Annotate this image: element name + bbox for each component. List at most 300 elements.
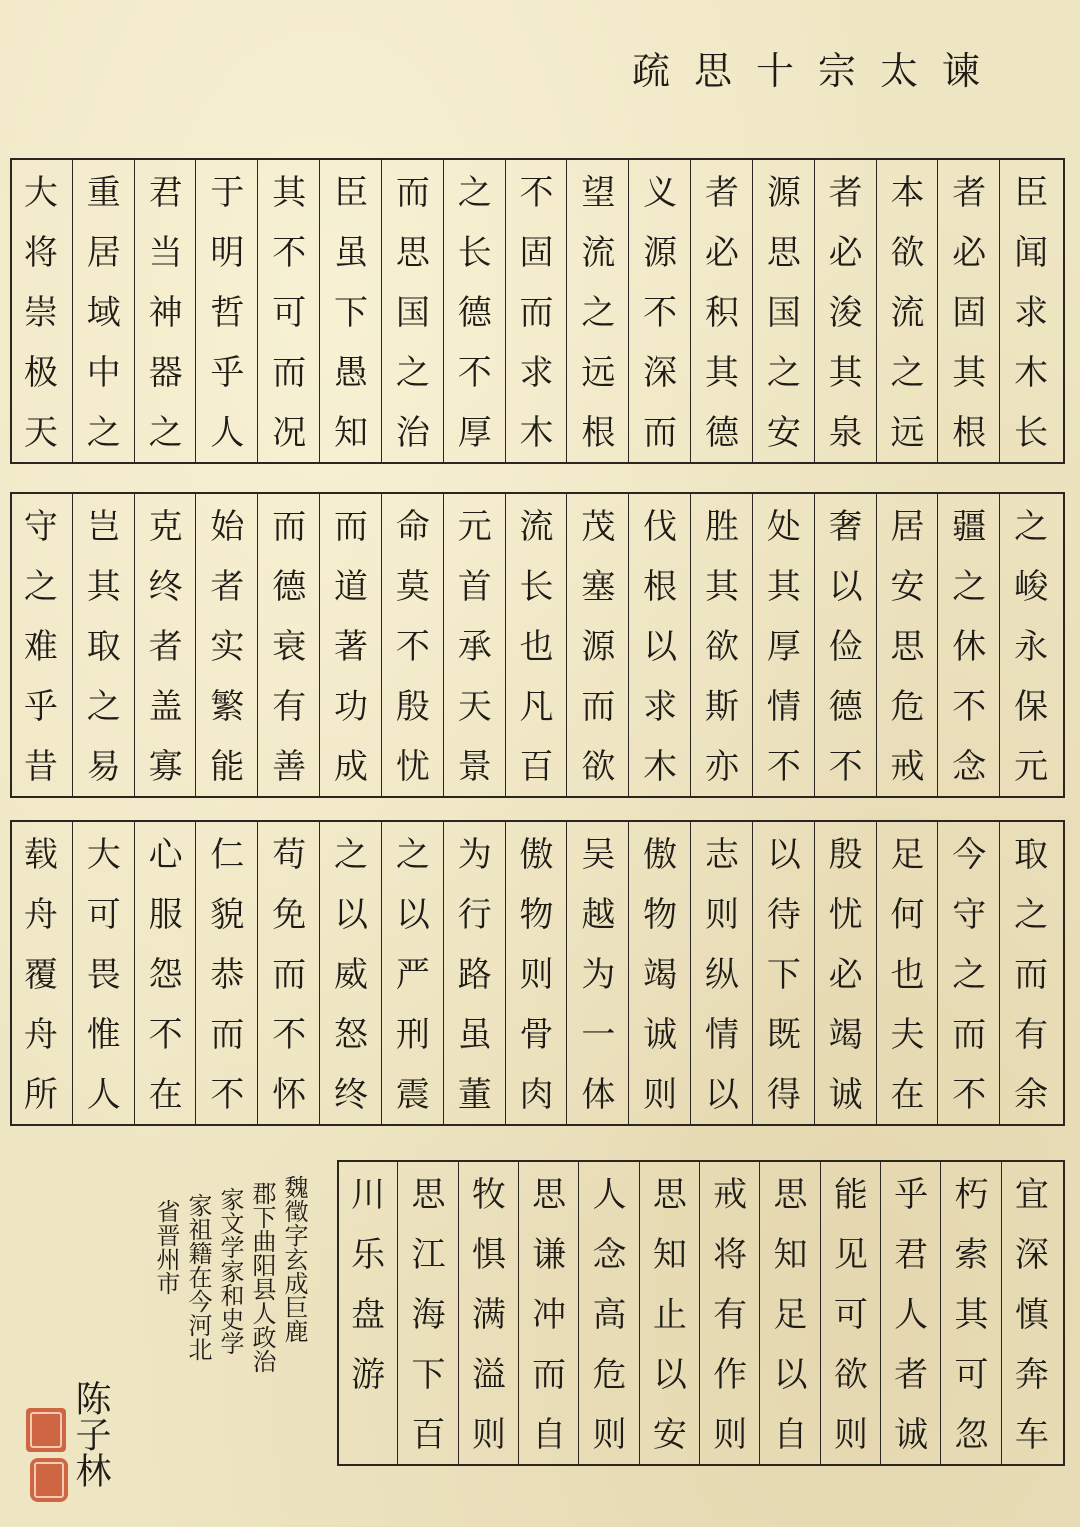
character-cell: 之: [86, 687, 121, 727]
character-cell: 况: [272, 413, 307, 453]
character-cell: 其: [952, 353, 987, 393]
character-cell: 念: [592, 1235, 627, 1275]
character-cell: 下: [334, 293, 369, 333]
character-cell: 求: [519, 353, 554, 393]
colophon-line: 家祖籍在今河北: [184, 1193, 212, 1361]
character-cell: 则: [713, 1415, 748, 1455]
character-cell: 百: [519, 747, 554, 787]
character-cell: 取: [1014, 835, 1049, 875]
character-cell: 必: [704, 233, 739, 273]
character-cell: 路: [457, 955, 492, 995]
character-cell: 免: [272, 895, 307, 935]
character-cell: 自: [532, 1415, 567, 1455]
character-cell: 怒: [334, 1015, 369, 1055]
character-cell: 之: [1014, 507, 1049, 547]
character-cell: 则: [592, 1415, 627, 1455]
character-cell: 著: [334, 627, 369, 667]
signature: 陈子林: [70, 1380, 111, 1488]
character-cell: 怨: [148, 955, 183, 995]
character-cell: 永: [1014, 627, 1049, 667]
character-cell: 功: [334, 687, 369, 727]
character-cell: 不: [148, 1015, 183, 1055]
text-column: [458, 1162, 518, 1464]
character-cell: 以: [766, 835, 801, 875]
character-cell: 流: [581, 233, 616, 273]
character-cell: 景: [457, 747, 492, 787]
character-cell: 覆: [23, 955, 58, 995]
colophon-line: 魏徵字玄成巨鹿: [280, 1175, 308, 1343]
character-cell: 深: [643, 353, 678, 393]
character-cell: 也: [519, 627, 554, 667]
character-cell: 得: [766, 1075, 801, 1115]
text-column: [578, 1162, 638, 1464]
character-cell: 人: [894, 1295, 929, 1335]
character-cell: 乎: [894, 1175, 929, 1215]
character-cell: 首: [457, 567, 492, 607]
character-cell: 将: [713, 1235, 748, 1275]
text-column: [814, 160, 876, 462]
character-cell: 其: [272, 173, 307, 213]
character-cell: 欲: [833, 1355, 868, 1395]
character-cell: 欲: [581, 747, 616, 787]
text-column: [820, 1162, 880, 1464]
character-cell: 根: [643, 567, 678, 607]
character-cell: 崇: [23, 293, 58, 333]
character-cell: 奔: [1014, 1355, 1049, 1395]
character-cell: 将: [23, 233, 58, 273]
character-cell: 其: [86, 567, 121, 607]
character-cell: 诚: [828, 1075, 863, 1115]
character-cell: 道: [334, 567, 369, 607]
character-cell: 始: [210, 507, 245, 547]
text-column: [72, 822, 134, 1124]
text-column: [690, 822, 752, 1124]
character-cell: 余: [1014, 1075, 1049, 1115]
character-cell: 以: [773, 1355, 808, 1395]
character-cell: 貌: [210, 895, 245, 935]
character-cell: 根: [952, 413, 987, 453]
character-cell: 则: [519, 955, 554, 995]
character-cell: 而: [334, 507, 369, 547]
character-cell: 胜: [704, 507, 739, 547]
character-cell: 何: [890, 895, 925, 935]
character-cell: 其: [704, 567, 739, 607]
character-cell: 于: [210, 173, 245, 213]
character-cell: 大: [23, 173, 58, 213]
character-cell: 人: [592, 1175, 627, 1215]
character-cell: 今: [952, 835, 987, 875]
character-cell: 行: [457, 895, 492, 935]
character-cell: 游: [351, 1355, 386, 1395]
text-column: [876, 494, 938, 796]
character-cell: 者: [828, 173, 863, 213]
character-cell: 震: [395, 1075, 430, 1115]
character-cell: 其: [766, 567, 801, 607]
character-cell: 肉: [519, 1075, 554, 1115]
character-cell: 之: [148, 413, 183, 453]
text-column: [566, 822, 628, 1124]
character-cell: 深: [1014, 1235, 1049, 1275]
text-column: [699, 1162, 759, 1464]
character-cell: 之: [952, 955, 987, 995]
text-column: [876, 822, 938, 1124]
character-cell: 为: [457, 835, 492, 875]
character-cell: 思: [652, 1175, 687, 1215]
character-cell: 塞: [581, 567, 616, 607]
character-cell: 百: [411, 1415, 446, 1455]
character-cell: 终: [334, 1075, 369, 1115]
character-cell: 戒: [713, 1175, 748, 1215]
character-cell: 中: [86, 353, 121, 393]
grid-block: [10, 158, 1065, 464]
text-column: [628, 160, 690, 462]
character-cell: 刑: [395, 1015, 430, 1055]
character-cell: 处: [766, 507, 801, 547]
character-cell: 可: [272, 293, 307, 333]
character-cell: 足: [773, 1295, 808, 1335]
character-cell: 不: [643, 293, 678, 333]
character-cell: 既: [766, 1015, 801, 1055]
character-cell: 厚: [766, 627, 801, 667]
text-column: [381, 822, 443, 1124]
character-cell: 国: [766, 293, 801, 333]
character-cell: 危: [890, 687, 925, 727]
character-cell: 乐: [351, 1235, 386, 1275]
character-cell: 善: [272, 747, 307, 787]
text-column: [319, 494, 381, 796]
character-cell: 川: [351, 1175, 386, 1215]
character-cell: 诚: [643, 1015, 678, 1055]
character-cell: 之: [952, 567, 987, 607]
character-cell: 固: [519, 233, 554, 273]
character-cell: 冲: [532, 1295, 567, 1335]
grid-block: [337, 1160, 1065, 1466]
colophon-line: 郡下曲阳县人政治: [248, 1181, 276, 1373]
character-cell: 思: [532, 1175, 567, 1215]
character-cell: 木: [519, 413, 554, 453]
character-cell: 惧: [471, 1235, 506, 1275]
character-cell: 思: [411, 1175, 446, 1215]
character-cell: 也: [890, 955, 925, 995]
grid-block: [10, 492, 1065, 798]
character-cell: 木: [643, 747, 678, 787]
character-cell: 守: [23, 507, 58, 547]
character-cell: 而: [581, 687, 616, 727]
character-cell: 安: [890, 567, 925, 607]
character-cell: 凡: [519, 687, 554, 727]
character-cell: 而: [272, 955, 307, 995]
character-cell: 当: [148, 233, 183, 273]
character-cell: 诚: [894, 1415, 929, 1455]
character-cell: 不: [952, 687, 987, 727]
character-cell: 安: [766, 413, 801, 453]
character-cell: 长: [1014, 413, 1049, 453]
character-cell: 伐: [643, 507, 678, 547]
character-cell: 源: [766, 173, 801, 213]
character-cell: 为: [581, 955, 616, 995]
text-column: [72, 160, 134, 462]
character-cell: 木: [1014, 353, 1049, 393]
character-cell: 海: [411, 1295, 446, 1335]
character-cell: 之: [86, 413, 121, 453]
text-column: [876, 160, 938, 462]
text-column: [628, 822, 690, 1124]
character-cell: 竭: [643, 955, 678, 995]
character-cell: 流: [519, 507, 554, 547]
character-cell: 溢: [471, 1355, 506, 1395]
text-column: [505, 822, 567, 1124]
title-char: 疏: [631, 49, 670, 93]
character-cell: 神: [148, 293, 183, 333]
character-cell: 固: [952, 293, 987, 333]
text-column: [319, 160, 381, 462]
text-column: [257, 822, 319, 1124]
text-column: [937, 160, 999, 462]
text-column: [443, 494, 505, 796]
character-cell: 哲: [210, 293, 245, 333]
character-cell: 其: [704, 353, 739, 393]
character-cell: 止: [652, 1295, 687, 1335]
text-column: [1001, 1162, 1061, 1464]
character-cell: 而: [272, 507, 307, 547]
text-column: [505, 494, 567, 796]
character-cell: 思: [395, 233, 430, 273]
character-cell: 疆: [952, 507, 987, 547]
character-cell: 惟: [86, 1015, 121, 1055]
character-cell: 取: [86, 627, 121, 667]
character-cell: 下: [411, 1355, 446, 1395]
character-cell: 源: [643, 233, 678, 273]
character-cell: 夫: [890, 1015, 925, 1055]
character-cell: 朽: [954, 1175, 989, 1215]
character-cell: 衰: [272, 627, 307, 667]
character-cell: 域: [86, 293, 121, 333]
character-cell: 浚: [828, 293, 863, 333]
character-cell: 而: [1014, 955, 1049, 995]
character-cell: 车: [1014, 1415, 1049, 1455]
character-cell: 宜: [1014, 1175, 1049, 1215]
character-cell: 积: [704, 293, 739, 333]
character-cell: 而: [952, 1015, 987, 1055]
character-cell: 远: [890, 413, 925, 453]
character-cell: 则: [833, 1415, 868, 1455]
character-cell: 休: [952, 627, 987, 667]
character-cell: 大: [86, 835, 121, 875]
character-cell: 不: [457, 353, 492, 393]
character-cell: 情: [704, 1015, 739, 1055]
colophon: [20, 1175, 330, 1475]
character-cell: 极: [23, 353, 58, 393]
character-cell: 国: [395, 293, 430, 333]
character-cell: 乎: [210, 353, 245, 393]
title-char: 太: [879, 49, 918, 93]
text-column: [690, 160, 752, 462]
character-cell: 必: [828, 955, 863, 995]
character-cell: 重: [86, 173, 121, 213]
character-cell: 之: [334, 835, 369, 875]
character-cell: 越: [581, 895, 616, 935]
text-column: [880, 1162, 940, 1464]
text-column: [759, 1162, 819, 1464]
text-column: [752, 160, 814, 462]
text-column: [505, 160, 567, 462]
text-column: [10, 494, 72, 796]
character-cell: 之: [457, 173, 492, 213]
character-cell: 臣: [1014, 173, 1049, 213]
text-column: [518, 1162, 578, 1464]
character-cell: 厚: [457, 413, 492, 453]
character-cell: 吴: [581, 835, 616, 875]
character-cell: 忧: [395, 747, 430, 787]
text-column: [195, 160, 257, 462]
character-cell: 竭: [828, 1015, 863, 1055]
character-cell: 虽: [334, 233, 369, 273]
character-cell: 长: [457, 233, 492, 273]
character-cell: 之: [581, 293, 616, 333]
character-cell: 保: [1014, 687, 1049, 727]
character-cell: 源: [581, 627, 616, 667]
character-cell: 者: [704, 173, 739, 213]
character-cell: 纵: [704, 955, 739, 995]
text-column: [257, 160, 319, 462]
text-column: [337, 1162, 397, 1464]
text-column: [257, 494, 319, 796]
character-cell: 足: [890, 835, 925, 875]
character-cell: 严: [395, 955, 430, 995]
character-cell: 不: [272, 233, 307, 273]
character-cell: 作: [713, 1355, 748, 1395]
character-cell: 高: [592, 1295, 627, 1335]
character-cell: 流: [890, 293, 925, 333]
text-column: [566, 494, 628, 796]
character-cell: 人: [86, 1075, 121, 1115]
character-cell: 人: [210, 413, 245, 453]
character-cell: 义: [643, 173, 678, 213]
character-cell: 寡: [148, 747, 183, 787]
character-cell: 忧: [828, 895, 863, 935]
character-cell: 本: [890, 173, 925, 213]
character-cell: 实: [210, 627, 245, 667]
character-cell: 则: [704, 895, 739, 935]
character-cell: 难: [23, 627, 58, 667]
character-cell: 谦: [532, 1235, 567, 1275]
character-cell: 天: [23, 413, 58, 453]
character-cell: 畏: [86, 955, 121, 995]
character-cell: 可: [954, 1355, 989, 1395]
character-cell: 者: [894, 1355, 929, 1395]
character-cell: 念: [952, 747, 987, 787]
character-cell: 恭: [210, 955, 245, 995]
character-cell: 情: [766, 687, 801, 727]
character-cell: 牧: [471, 1175, 506, 1215]
character-cell: 可: [833, 1295, 868, 1335]
text-column: [628, 494, 690, 796]
character-cell: 知: [334, 413, 369, 453]
character-cell: 天: [457, 687, 492, 727]
character-cell: 元: [1014, 747, 1049, 787]
text-column: [690, 494, 752, 796]
character-cell: 君: [894, 1235, 929, 1275]
text-column: [937, 822, 999, 1124]
character-cell: 峻: [1014, 567, 1049, 607]
character-cell: 成: [334, 747, 369, 787]
colophon-line: 家文学家和史学: [216, 1187, 244, 1355]
character-cell: 思: [890, 627, 925, 667]
character-cell: 殷: [395, 687, 430, 727]
character-cell: 舟: [23, 1015, 58, 1055]
character-cell: 则: [471, 1415, 506, 1455]
text-column: [134, 160, 196, 462]
seal-stamp-oval: [30, 1458, 68, 1502]
title-char: 谏: [941, 49, 980, 93]
character-cell: 知: [773, 1235, 808, 1275]
character-cell: 载: [23, 835, 58, 875]
grid-block: [10, 820, 1065, 1126]
character-cell: 虽: [457, 1015, 492, 1055]
character-cell: 而: [519, 293, 554, 333]
character-cell: 苟: [272, 835, 307, 875]
title-char: 思: [693, 49, 732, 93]
text-column: [940, 1162, 1000, 1464]
character-cell: 满: [471, 1295, 506, 1335]
text-column: [999, 822, 1061, 1124]
character-cell: 斯: [704, 687, 739, 727]
character-cell: 欲: [890, 233, 925, 273]
character-cell: 在: [890, 1075, 925, 1115]
character-cell: 傲: [643, 835, 678, 875]
character-cell: 盘: [351, 1295, 386, 1335]
character-cell: 闻: [1014, 233, 1049, 273]
text-column: [999, 160, 1061, 462]
character-cell: 忽: [954, 1415, 989, 1455]
character-cell: 安: [652, 1415, 687, 1455]
character-cell: 有: [1014, 1015, 1049, 1055]
text-column: [195, 494, 257, 796]
character-cell: 之: [890, 353, 925, 393]
character-cell: 不: [952, 1075, 987, 1115]
character-cell: 江: [411, 1235, 446, 1275]
character-cell: 俭: [828, 627, 863, 667]
character-cell: 而: [643, 413, 678, 453]
character-cell: 之: [1014, 895, 1049, 935]
character-cell: 在: [148, 1075, 183, 1115]
text-column: [10, 160, 72, 462]
character-cell: 以: [334, 895, 369, 935]
seal-stamp-square: [26, 1408, 66, 1452]
text-column: [752, 494, 814, 796]
character-cell: 有: [272, 687, 307, 727]
character-cell: 下: [766, 955, 801, 995]
character-cell: 骨: [519, 1015, 554, 1055]
character-cell: 其: [954, 1295, 989, 1335]
character-cell: 威: [334, 955, 369, 995]
character-cell: 求: [643, 687, 678, 727]
text-column: [443, 822, 505, 1124]
character-cell: 居: [890, 507, 925, 547]
character-cell: 心: [148, 835, 183, 875]
character-cell: 远: [581, 353, 616, 393]
character-cell: 待: [766, 895, 801, 935]
character-cell: 乎: [23, 687, 58, 727]
character-cell: 不: [519, 173, 554, 213]
title-char: 十: [755, 49, 794, 93]
character-cell: 体: [581, 1075, 616, 1115]
character-cell: 危: [592, 1355, 627, 1395]
character-cell: 傲: [519, 835, 554, 875]
text-column: [814, 822, 876, 1124]
character-cell: 愚: [334, 353, 369, 393]
character-cell: 而: [272, 353, 307, 393]
